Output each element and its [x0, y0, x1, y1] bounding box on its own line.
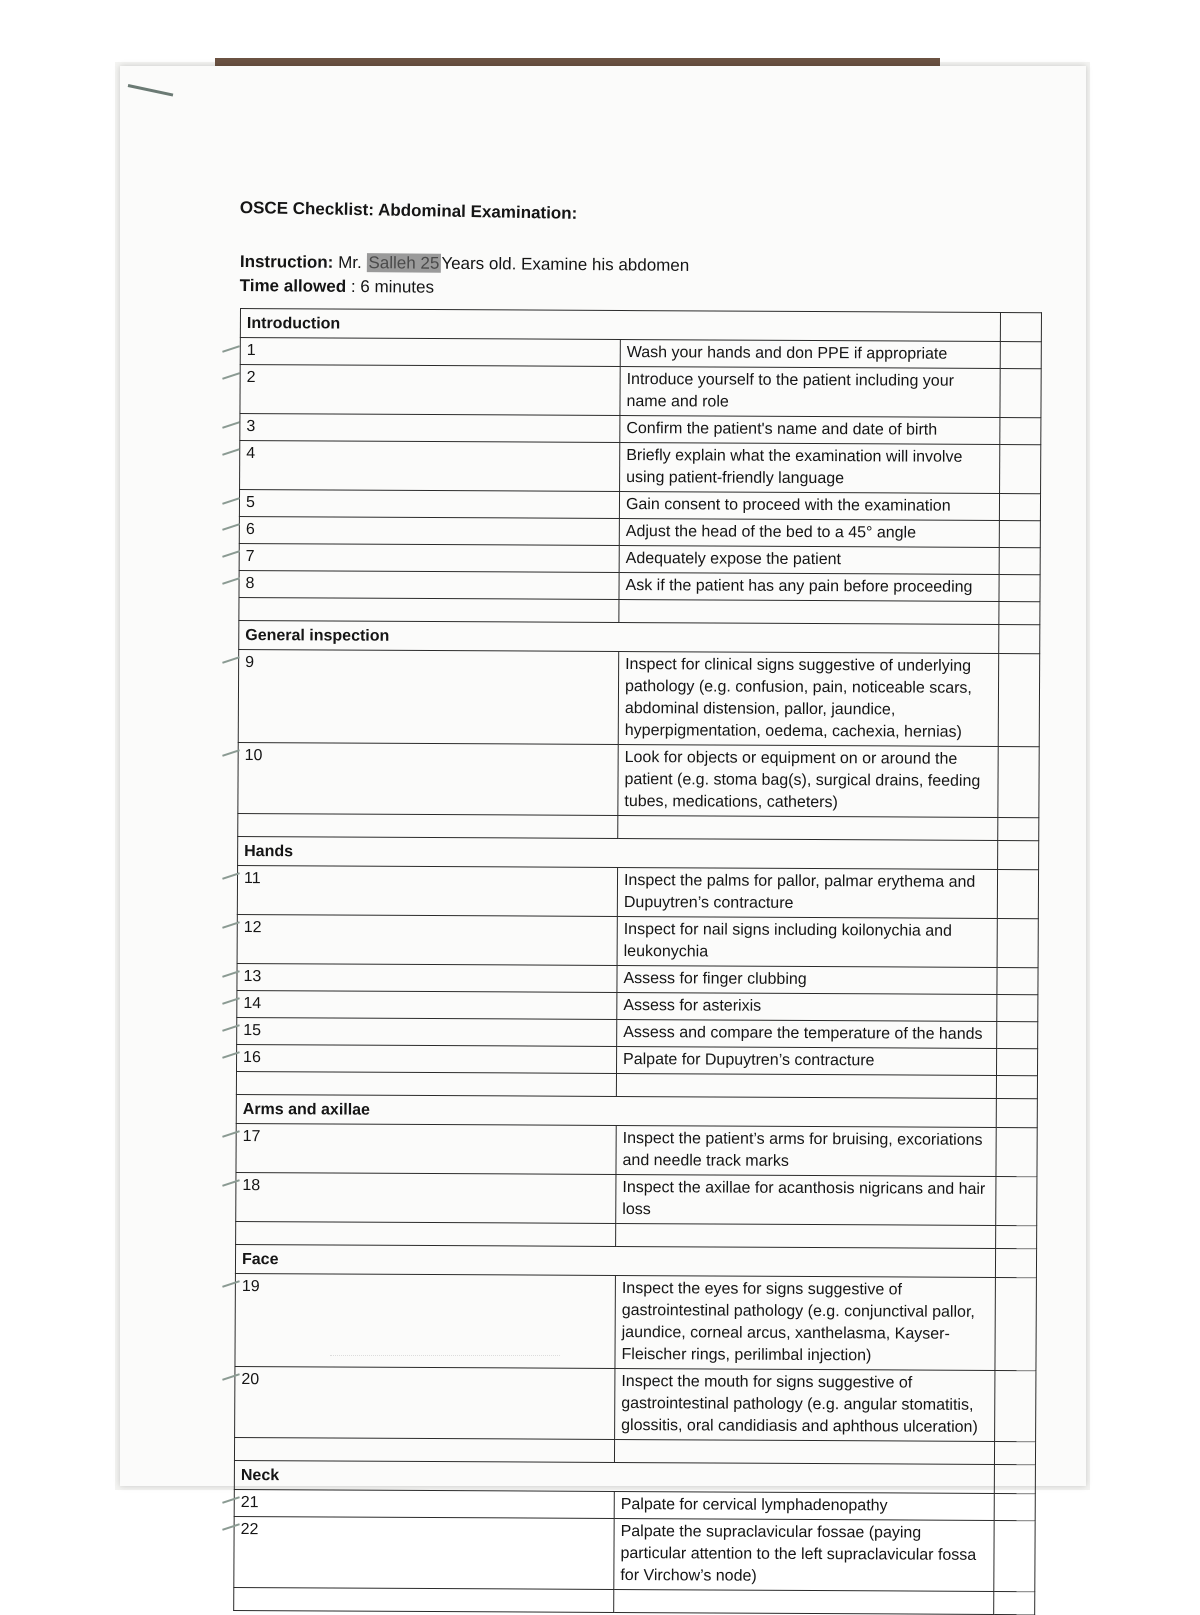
checklist-item-row	[236, 1123, 1037, 1176]
score-cell[interactable]	[995, 1370, 1036, 1441]
blank-cell	[998, 817, 1039, 840]
document-title: OSCE Checklist: Abdominal Examination:	[239, 198, 578, 223]
item-text: Palpate the supraclavicular fossae (paying particular attention to the left supraclavicular fossa for Virchow’s node)	[614, 1518, 994, 1591]
item-text: Look for objects or equipment on or around the patient (e.g. stoma bag(s), surgical drains, feeding tubes, medications, catheters)	[618, 744, 998, 817]
section-heading: Hands	[238, 836, 998, 869]
checklist-item-row	[238, 649, 1039, 746]
score-cell[interactable]	[996, 1048, 1037, 1075]
item-text: Confirm the patient's name and date of birth	[620, 415, 1000, 444]
score-cell[interactable]	[998, 840, 1039, 869]
item-number: 14	[237, 990, 617, 1019]
score-cell[interactable]	[1000, 444, 1041, 493]
score-cell[interactable]	[994, 1464, 1035, 1493]
item-number: 22	[234, 1516, 614, 1589]
checklist-item-row	[237, 1044, 1038, 1075]
checklist-item-row	[239, 543, 1040, 574]
score-cell[interactable]	[1000, 312, 1041, 341]
item-text: Briefly explain what the examination will involve using patient-friendly language	[620, 442, 1000, 493]
section-heading: Introduction	[240, 309, 1000, 342]
score-cell[interactable]	[998, 653, 1039, 746]
section-heading-row	[235, 1244, 1036, 1277]
blank-cell	[236, 1221, 616, 1246]
score-cell[interactable]	[997, 967, 1038, 994]
score-cell[interactable]	[996, 1176, 1037, 1225]
checklist-item-row	[237, 865, 1038, 918]
checklist-item-row	[237, 990, 1038, 1021]
score-cell[interactable]	[999, 520, 1040, 547]
item-number: 1	[240, 338, 620, 367]
item-number: 19	[235, 1273, 615, 1368]
blank-cell	[614, 1589, 994, 1614]
score-cell[interactable]	[994, 1493, 1035, 1520]
blank-cell	[618, 815, 998, 840]
item-text: Adequately expose the patient	[619, 545, 999, 574]
blank-cell	[236, 1071, 616, 1096]
item-text: Inspect for nail signs including koilonychia and leukonychia	[617, 916, 997, 967]
checklist-item-row	[240, 441, 1041, 494]
item-number: 18	[236, 1172, 616, 1223]
checklist-item-row	[234, 1516, 1035, 1591]
item-number: 17	[236, 1123, 616, 1174]
checklist-item-row	[240, 338, 1041, 369]
blank-cell	[994, 1441, 1035, 1464]
item-text: Palpate for Dupuytren’s contracture	[616, 1046, 996, 1075]
blank-cell	[619, 599, 999, 624]
score-cell[interactable]	[995, 1248, 1036, 1277]
score-cell[interactable]	[996, 1127, 1037, 1176]
blank-cell	[994, 1591, 1035, 1614]
blank-cell	[614, 1439, 994, 1464]
score-cell[interactable]	[999, 624, 1040, 653]
blank-cell	[996, 1225, 1037, 1248]
score-cell[interactable]	[997, 918, 1038, 967]
item-number: 7	[239, 543, 619, 572]
item-text: Assess for asterixis	[617, 992, 997, 1021]
score-cell[interactable]	[999, 547, 1040, 574]
section-heading-row	[238, 836, 1039, 869]
item-number: 20	[235, 1366, 615, 1439]
checklist-frame	[235, 308, 1042, 1585]
score-cell[interactable]	[999, 493, 1040, 520]
item-number: 9	[238, 649, 618, 744]
item-text: Inspect for clinical signs suggestive of underlying pathology (e.g. confusion, pain, noticeable scars, abdominal distension, pallor, jaundice, hyperpigmentation, oedema, cachexia, hernias)	[618, 651, 998, 746]
score-cell[interactable]	[1000, 341, 1041, 368]
section-heading: Neck	[234, 1460, 994, 1493]
item-text: Inspect the eyes for signs suggestive of gastrointestinal pathology (e.g. conjunctival pallor, jaundice, corneal arcus, xanthelasma, Kayser-Fleischer rings, perilimbal injection)	[615, 1275, 995, 1370]
score-cell[interactable]	[997, 994, 1038, 1021]
blank-cell	[999, 601, 1040, 624]
item-number: 21	[234, 1489, 614, 1518]
item-text: Introduce yourself to the patient including your name and role	[620, 366, 1000, 417]
item-number: 15	[237, 1017, 617, 1046]
item-text: Inspect the mouth for signs suggestive of gastrointestinal pathology (e.g. angular stomatitis, glossitis, oral candidiasis and aphthous ulceration)	[615, 1368, 995, 1441]
time-label: Time allowed	[239, 275, 347, 296]
blank-cell	[616, 1223, 996, 1248]
checklist-item-row	[235, 1366, 1036, 1441]
item-text: Gain consent to proceed with the examination	[619, 491, 999, 520]
score-cell[interactable]	[998, 746, 1039, 817]
blank-cell	[234, 1587, 614, 1612]
time-line	[240, 274, 690, 302]
redacted-patient-name: Salleh 25	[368, 253, 440, 273]
checklist-item-row	[237, 914, 1038, 967]
faint-scribble	[330, 1345, 560, 1356]
blank-cell	[239, 597, 619, 622]
item-text: Adjust the head of the bed to a 45° angle	[619, 518, 999, 547]
blank-cell	[234, 1437, 614, 1462]
item-text: Wash your hands and don PPE if appropriate	[620, 339, 1000, 368]
item-text: Ask if the patient has any pain before proceeding	[619, 572, 999, 601]
section-heading-row	[240, 309, 1041, 342]
item-text: Inspect the patient’s arms for bruising, excoriations and needle track marks	[616, 1125, 996, 1176]
item-number: 4	[240, 441, 620, 492]
section-heading-row	[234, 1460, 1035, 1493]
score-cell[interactable]	[997, 869, 1038, 918]
item-text: Palpate for cervical lymphadenopathy	[614, 1491, 994, 1520]
score-cell[interactable]	[1000, 417, 1041, 444]
item-number: 2	[240, 365, 620, 416]
score-cell[interactable]	[994, 1520, 1035, 1591]
item-number: 10	[238, 742, 618, 815]
section-heading-row	[236, 1094, 1037, 1127]
item-number: 5	[239, 490, 619, 519]
checklist-item-row	[239, 490, 1040, 521]
section-heading-row	[239, 620, 1040, 653]
item-number: 11	[237, 865, 617, 916]
blank-cell	[616, 1073, 996, 1098]
checklist-table	[233, 308, 1042, 1615]
checklist-item-row	[237, 1017, 1038, 1048]
item-number: 16	[237, 1044, 617, 1073]
score-cell[interactable]	[999, 574, 1040, 601]
checklist-item-row	[234, 1489, 1035, 1520]
section-heading: Face	[235, 1244, 995, 1277]
section-heading: Arms and axillae	[236, 1094, 996, 1127]
checklist-item-row	[239, 570, 1040, 601]
item-text: Assess for finger clubbing	[617, 965, 997, 994]
checklist-item-row	[235, 1273, 1036, 1370]
checklist-item-row	[240, 414, 1041, 445]
item-text: Inspect the axillae for acanthosis nigricans and hair loss	[616, 1174, 996, 1225]
item-number: 6	[239, 516, 619, 545]
instruction-block	[240, 250, 690, 302]
item-number: 3	[240, 414, 620, 443]
item-number: 13	[237, 963, 617, 992]
score-cell[interactable]	[997, 1021, 1038, 1048]
blank-row	[234, 1587, 1035, 1614]
score-cell[interactable]	[996, 1098, 1037, 1127]
blank-cell	[238, 813, 618, 838]
time-value: : 6 minutes	[350, 276, 435, 297]
instruction-label: Instruction:	[239, 251, 334, 272]
item-number: 12	[237, 914, 617, 965]
blank-cell	[996, 1075, 1037, 1098]
checklist-item-row	[237, 963, 1038, 994]
score-cell[interactable]	[995, 1277, 1036, 1370]
section-heading: General inspection	[239, 620, 999, 653]
item-number: 8	[239, 570, 619, 599]
checklist-body	[234, 309, 1042, 1615]
score-cell[interactable]	[1000, 368, 1041, 417]
checklist-item-row	[239, 516, 1040, 547]
checklist-item-row	[240, 365, 1041, 418]
instruction-prefix: Mr.	[338, 252, 362, 273]
checklist-item-row	[238, 742, 1039, 817]
item-text: Inspect the palms for pallor, palmar erythema and Dupuytren’s contracture	[617, 867, 997, 918]
checklist-item-row	[236, 1172, 1037, 1225]
item-text: Assess and compare the temperature of the hands	[617, 1019, 997, 1048]
instruction-text: Years old. Examine his abdomen	[441, 253, 690, 275]
